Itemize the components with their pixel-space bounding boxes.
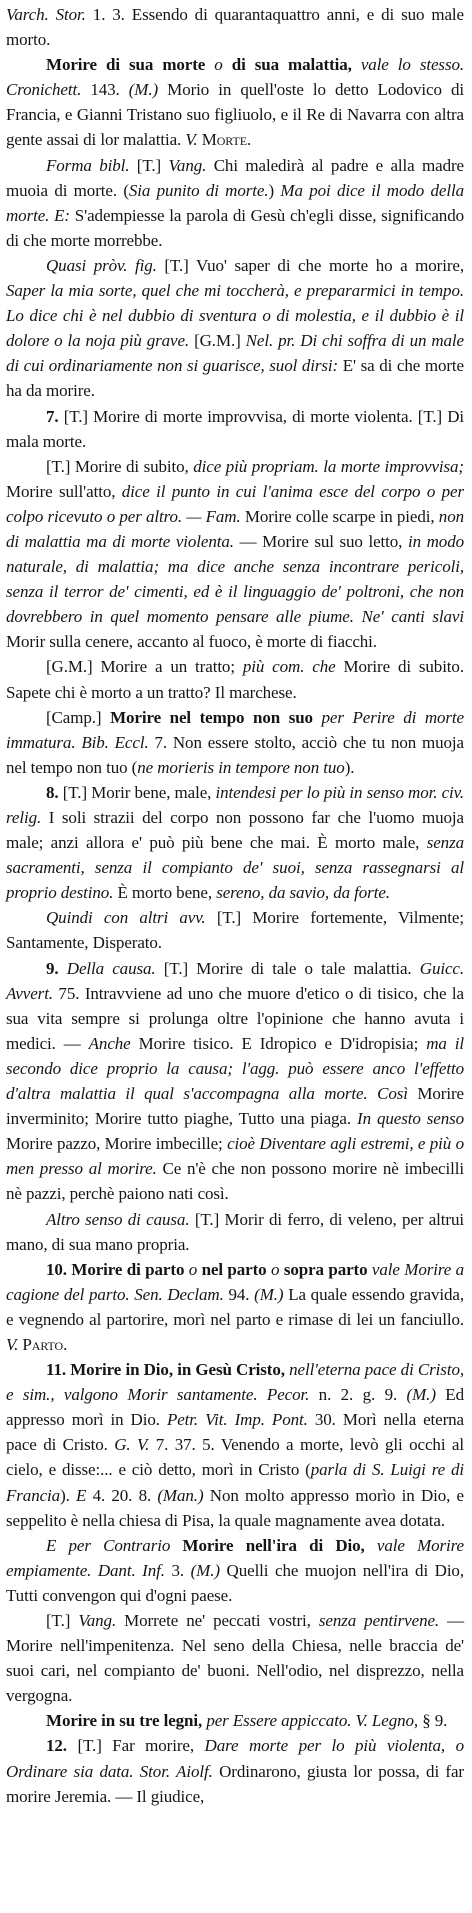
text-run: [T.] (129, 155, 169, 175)
text-run: V. (185, 130, 198, 150)
text-run: (M.) (190, 1560, 220, 1580)
text-run: Morrete ne' peccati vostri, (116, 1611, 319, 1630)
text-run: [T.] (46, 1611, 79, 1630)
text-run: Morire di subito. Sapete chi è morto a un tratto? Il marchese. (6, 657, 464, 702)
text-run: [T.] Far morire, (66, 1736, 205, 1756)
text-run: vale lo stesso. Cronichett. (6, 55, 465, 100)
text-run: senza sacramenti, senza il compianto de' suoi, senza rassegnarsi al proprio destino. (6, 833, 464, 903)
text-run: Morir sulla cenere, accanto al fuoco, è morte di fiacchi. (6, 632, 377, 652)
text-run: (M.) (406, 1385, 436, 1405)
text-run: Morire nel tempo non suo (110, 707, 313, 727)
text-run: Quasi pròv. fig. (46, 255, 157, 275)
text-run: 11. (46, 1360, 67, 1380)
text-run: Morire colle scarpe in piedi, (240, 506, 439, 526)
text-run: vale Morire empiamente. Dant. Inf. (6, 1535, 465, 1580)
text-run: E (76, 1485, 87, 1505)
text-run: [T.] Morire di tale o tale malattia. (155, 958, 420, 978)
text-run: intendesi per lo più in senso mor. civ. relig. (6, 782, 464, 827)
text-run: o (184, 1259, 202, 1279)
text-run: V. (6, 1334, 19, 1354)
text-run: 7. Non essere stolto, acciò che tu non muoja nel tempo non tuo ( (6, 732, 464, 777)
entry-paragraph-p06 (6, 454, 464, 655)
text-run: non di malattia ma di morte violenta. (6, 506, 464, 551)
text-run: per Essere appiccato. V. Legno, (202, 1711, 419, 1731)
text-run: dice il punto in cui l'anima esce del corpo o per colpo ricevuto o per altro. — Fam. (6, 481, 464, 526)
text-run: Quelli che muojon nell'ira di Dio, Tutti convengon qui d'ogni paese. (6, 1560, 464, 1605)
text-run: 1. 3. Essendo di quarantaquattro anni, e di suo male morto. (6, 5, 464, 50)
entry-paragraph-p09 (6, 780, 464, 905)
entry-paragraph-p05 (6, 404, 464, 454)
text-run: [Camp.] (46, 707, 111, 727)
text-run: Morte. (197, 130, 252, 150)
text-run: Vang. (168, 155, 207, 175)
text-run: più com. che (242, 657, 336, 677)
text-run: 7. 37. 5. Venendo a morte, levò gli occhi al cielo, e disse:... e ciò detto, morì in Cristo ( (6, 1435, 464, 1480)
entry-paragraph-p04 (6, 253, 464, 404)
text-run: 30. Morì nella eterna pace di Cristo. (6, 1410, 464, 1455)
entry-paragraph-p15 (6, 1533, 464, 1608)
text-run: 3. (164, 1560, 191, 1580)
text-run: 7. (46, 406, 59, 426)
text-run: Anche (88, 1033, 131, 1053)
text-run (170, 1536, 182, 1555)
text-run: ). (344, 757, 355, 777)
entry-paragraph-p14 (6, 1357, 464, 1533)
text-run: Parto. (18, 1334, 68, 1354)
entry-paragraph-p11 (6, 956, 464, 1207)
text-run: Morire nell'ira di Dio, (182, 1535, 365, 1555)
text-run: nel parto (201, 1259, 267, 1279)
text-run: Morire di parto (71, 1259, 185, 1279)
text-run: [T.] Morire di subito, (46, 456, 194, 476)
text-run: [T.] Morire fortemente, Vilmente; Santamente, Disperato. (6, 908, 464, 953)
text-run: 9. (46, 958, 59, 978)
entry-paragraph-p18 (6, 1733, 464, 1808)
text-run: Non molto appresso morìo in Dio, e seppelito è nella chiesa di Pisa, la quale magnamente avea dotata. (6, 1485, 464, 1530)
text-run: (Man.) (157, 1485, 204, 1505)
entry-paragraph-p01 (6, 2, 464, 52)
text-run: cioè Diventare agli estremi, e più o men presso al morire. (6, 1134, 464, 1179)
text-run: Morire tisico. E Idropico e D'idropisia; (130, 1033, 427, 1053)
text-run: Varch. Stor. (6, 5, 86, 24)
text-run: sereno, da savio, da forte. (216, 883, 390, 903)
text-run: — Morire sul suo letto, (233, 531, 408, 551)
text-run: 94. (223, 1284, 255, 1304)
text-run: vale Morire a cagione del parto. Sen. Declam. (6, 1259, 465, 1304)
text-run: Quindi con altri avv. (46, 908, 206, 928)
text-run: 8. (46, 782, 59, 802)
entry-paragraph-p16 (6, 1608, 464, 1708)
text-run: Dare morte per lo più violenta, o Ordinare sia data. Stor. Aiolf. (6, 1736, 464, 1781)
entry-paragraph-p12 (6, 1207, 464, 1257)
text-run: (M.) (128, 80, 159, 100)
text-run: Morire pazzo, Morire imbecille; (6, 1134, 228, 1154)
text-run: Ce n'è che non possono morire nè imbecilli nè pazzi, perchè paiono nati così. (6, 1159, 464, 1204)
text-run: E per Contrario (46, 1535, 171, 1555)
text-run: sopra parto (283, 1259, 368, 1279)
text-run: G. V. (114, 1435, 150, 1455)
text-run: § 9. (418, 1711, 448, 1731)
text-run: dice più propriam. la morte improvvisa; (193, 456, 464, 476)
text-run: Nel. pr. Di chi soffra di un male di cui ordinariamente non si guarisce, suol dirsi: (6, 331, 464, 376)
text-run (368, 1084, 377, 1103)
text-run: Ordinarono, giusta lor possa, di far morire Jeremia. — Il giudice, (6, 1761, 464, 1806)
text-run: o (205, 55, 232, 75)
text-run: per Perire di morte immatura. Bib. Eccl. (6, 707, 464, 752)
text-run: o (266, 1259, 284, 1279)
text-run (59, 959, 67, 978)
text-run: È morto bene, (113, 883, 217, 903)
text-run: Altro senso di causa. (46, 1209, 190, 1229)
text-run: S'adempiesse la parola di Gesù ch'egli disse, significando di che morte morrebbe. (6, 205, 464, 250)
text-run: 4. 20. 8. (86, 1485, 158, 1505)
text-run: La quale essendo gravida, e vegnendo al partorire, morì nel parto e rimase di lei un fanciullo. (6, 1284, 464, 1329)
text-run: Sia punito di morte. (128, 180, 269, 200)
text-run: I soli strazii del corpo non possono far che l'uomo muoja male; anzi allora e' può più bene che mai. È morto male, (6, 808, 464, 853)
text-run: 75. Intravviene ad uno che muore d'etico o di tisico, che la sua vita sempre si prolunga oltre l'opinione che hanno avuta i medici. — (6, 983, 464, 1053)
text-run: senza pentirvene. (318, 1611, 440, 1630)
text-run: (M.) (254, 1284, 284, 1304)
text-run: [G.M.] Morire a un tratto; (46, 657, 243, 677)
text-run: — Morire nell'impenitenza. Nel seno della Chiesa, nelle braccia de' suoi cari, nel compianto de' buoni. Nell'odio, nel disprezzo, nella vergogna. (6, 1611, 465, 1706)
entry-paragraph-p08 (6, 705, 464, 780)
entry-paragraph-p13 (6, 1257, 464, 1357)
text-run: E' sa di che morte ha da morire. (6, 356, 464, 401)
text-run: In questo senso (357, 1109, 465, 1129)
text-run: Vang. (78, 1611, 117, 1630)
text-run: Morire di sua morte (46, 55, 206, 75)
text-run: Ed appresso morì in Dio. (6, 1385, 464, 1430)
text-run: Della causa. (66, 958, 156, 978)
text-run: 10. (46, 1259, 67, 1279)
text-run: Saper la mia sorte, quel che mi toccherà, e prepararmici in tempo. Lo dice chi è nel dubbio di sventura o di molestia, e il dubbio è il dolore o la noja più grave. (6, 281, 464, 351)
text-run: Morio in quell'oste lo detto Lodovico di Francia, e Gianni Tristano suo figliuolo, e il Re di Navarra con altra gente assai di lor malattia. (6, 80, 464, 150)
text-run: Così (377, 1084, 408, 1104)
text-run: ). (60, 1485, 77, 1505)
text-run: [T.] Morir di ferro, di veleno, per altrui mano, di sua mano propria. (6, 1209, 464, 1254)
entry-paragraph-p02 (6, 52, 464, 152)
text-run: Guicc. Avvert. (6, 958, 465, 1003)
text-run: [T.] Morir bene, male, (58, 782, 216, 802)
text-run: [T.] Morire di morte improvvisa, di morte violenta. [T.] Di mala morte. (6, 406, 464, 451)
text-run: [T.] Vuo' saper di che morte ho a morire, (156, 255, 464, 275)
text-run: Morire in Dio, in Gesù Cristo, (70, 1360, 285, 1380)
text-run: Petr. Vit. Imp. Pont. (166, 1410, 308, 1430)
text-run: ma il secondo dice proprio la causa; l'agg. può essere anco l'effetto d'altra malattia il qual s'accompagna alla morte. (6, 1033, 465, 1104)
text-run: ne morieris in tempore non tuo (137, 757, 345, 777)
text-run: Morire inverminito; Morire tutto piaghe, Tutto una piaga. (6, 1084, 464, 1129)
entry-paragraph-p07 (6, 654, 464, 704)
text-run: 12. (46, 1736, 67, 1756)
text-run: in modo naturale, di malattia; ma dice anche senza incontrare pericoli, senza il terror de' cimenti, ed è il linguaggio de' poltroni, che non dovrebbero in quel momento pensare alle piume. (6, 531, 465, 627)
text-run: ) (268, 180, 281, 200)
text-run: Chi maledirà al padre e alla madre muoia di morte. ( (6, 155, 464, 200)
text-run: di sua malattia, (231, 55, 352, 75)
text-run: parla di S. Luigi re di Francia (6, 1460, 464, 1505)
entry-paragraph-p10 (6, 905, 464, 955)
text-run: Forma bibl. (46, 155, 130, 175)
text-run: 143. (81, 80, 129, 100)
text-run: n. 2. g. 9. (309, 1385, 407, 1405)
entry-paragraph-p03 (6, 153, 464, 253)
text-run: Morire sull'atto, (6, 481, 122, 501)
text-run: nell'eterna pace di Cristo, e sim., valgono Morir santamente. Pecor. (6, 1360, 464, 1405)
text-run: Ma poi dice il modo della morte. E: (6, 180, 464, 225)
text-run: Morire in su tre legni, (46, 1711, 203, 1731)
text-run (354, 607, 362, 626)
text-run: [G.M.] (189, 331, 246, 351)
text-run: Ne' canti slavi (361, 607, 464, 627)
entry-paragraph-p17 (6, 1708, 464, 1733)
